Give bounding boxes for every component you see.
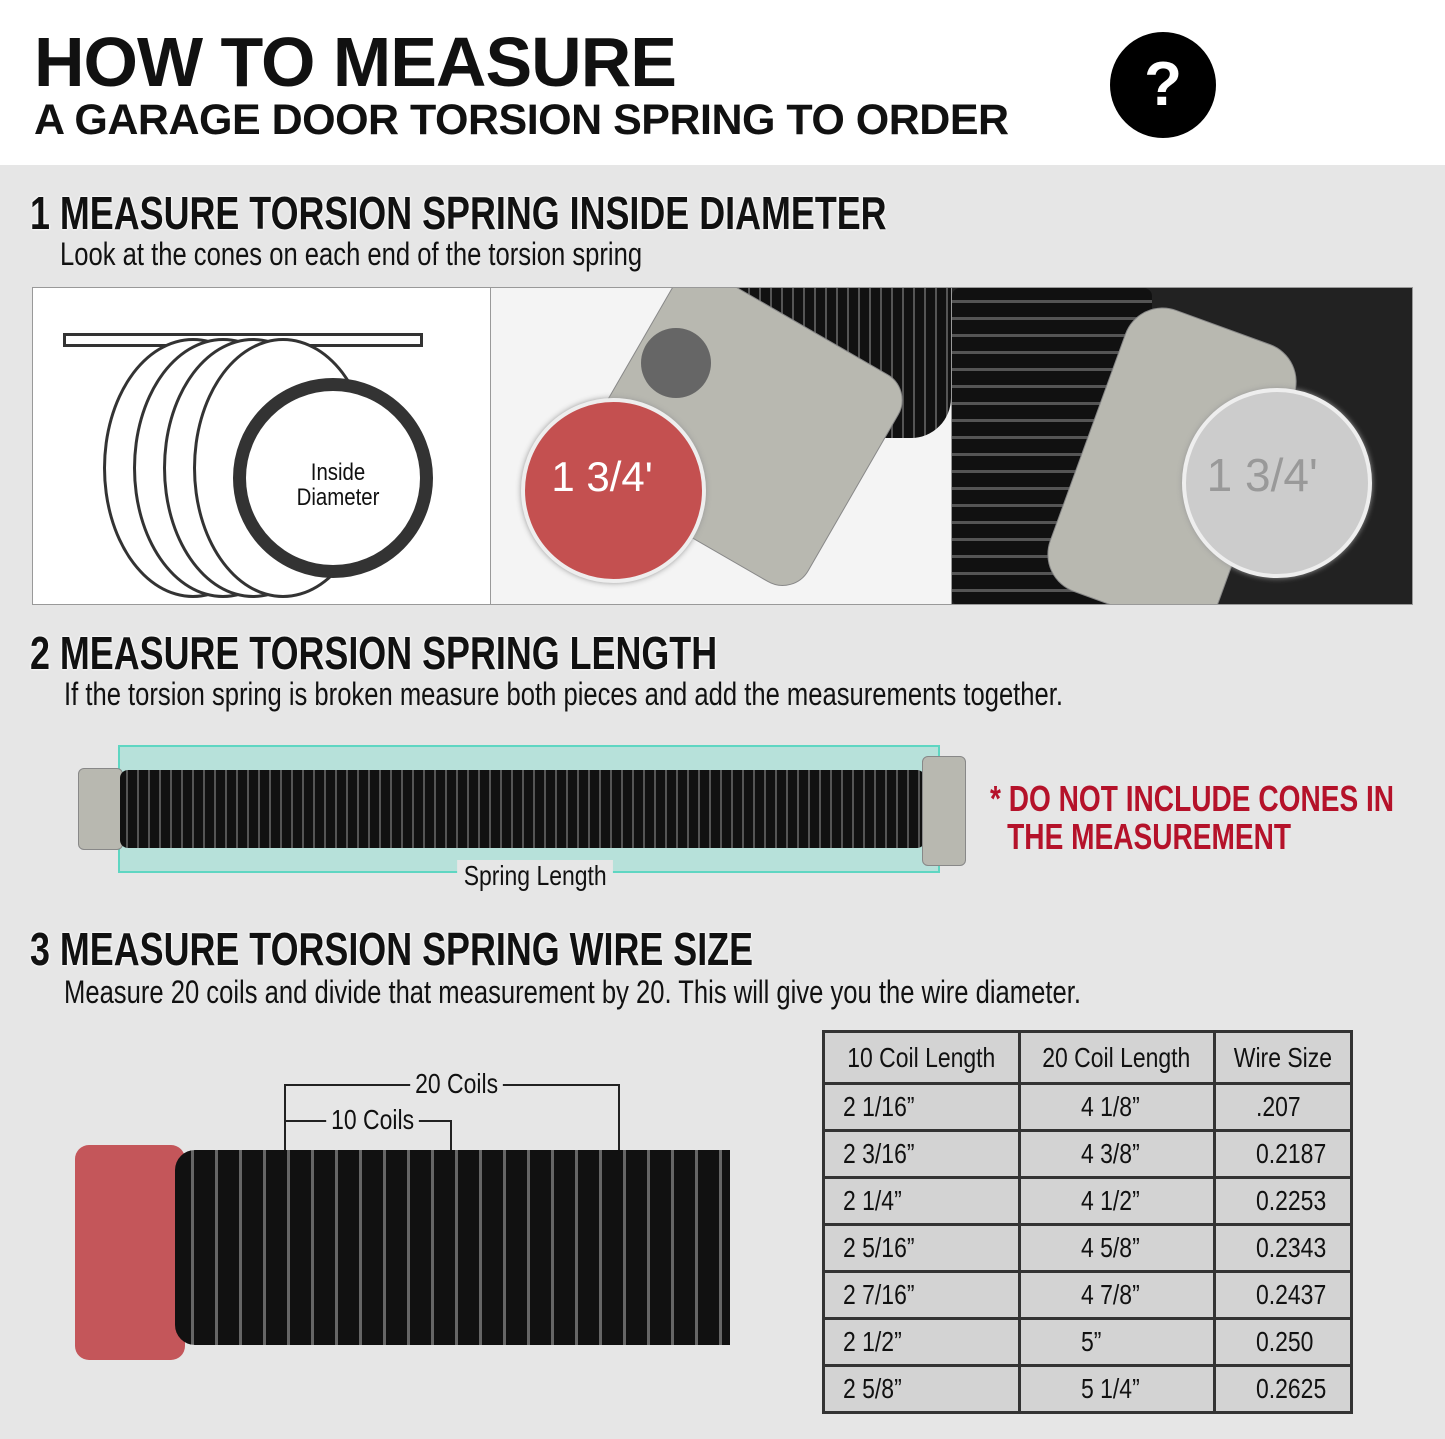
spring-photo <box>120 770 925 848</box>
table-row <box>824 1272 1352 1319</box>
inside-diameter-images <box>32 287 1413 605</box>
table-cell: 0.2437 <box>1215 1272 1352 1319</box>
label-20-coils: 20 Coils <box>410 1068 503 1100</box>
table-row <box>824 1084 1352 1131</box>
table-cell: 4 1/8” <box>1019 1084 1215 1131</box>
wire-size-table <box>822 1030 1353 1414</box>
header-10-coil: 10 Coil Length <box>824 1032 1020 1084</box>
table-cell: 2 7/16” <box>824 1272 1020 1319</box>
step3-text: Measure 20 coils and divide that measurement by 20. This will give you the wire diameter. <box>64 974 1081 1010</box>
step2-heading: 2 MEASURE TORSION SPRING LENGTH <box>30 627 718 679</box>
table-cell: 0.2625 <box>1215 1366 1352 1413</box>
table-cell: 2 1/16” <box>824 1084 1020 1131</box>
table-cell: 2 5/8” <box>824 1366 1020 1413</box>
cone-marking-1: 1 3/4' <box>551 453 653 500</box>
table-cell: 0.250 <box>1215 1319 1352 1366</box>
table-row <box>824 1319 1352 1366</box>
step1-heading: 1 MEASURE TORSION SPRING INSIDE DIAMETER <box>30 187 887 239</box>
page-title: HOW TO MEASURE <box>34 23 676 101</box>
cone-photo-1 <box>491 288 951 604</box>
table-header-row <box>824 1032 1352 1084</box>
inside-label-2: Diameter <box>296 484 380 511</box>
spring-length-label: Spring Length <box>457 860 613 892</box>
cone-photo-2 <box>952 288 1412 604</box>
step3-heading: 3 MEASURE TORSION SPRING WIRE SIZE <box>30 923 754 975</box>
table-cell: 0.2343 <box>1215 1225 1352 1272</box>
table-cell: .207 <box>1215 1084 1352 1131</box>
table-cell: 4 7/8” <box>1019 1272 1215 1319</box>
table-cell: 2 1/4” <box>824 1178 1020 1225</box>
step2-text: If the torsion spring is broken measure both pieces and add the measurements together. <box>64 676 1063 712</box>
table-cell: 2 1/2” <box>824 1319 1020 1366</box>
header-wire-size: Wire Size <box>1215 1032 1352 1084</box>
table-cell: 0.2253 <box>1215 1178 1352 1225</box>
step1-text: Look at the cones on each end of the torsion spring <box>60 236 643 272</box>
table-row <box>824 1178 1352 1225</box>
table-cell: 2 3/16” <box>824 1131 1020 1178</box>
table-cell: 5 1/4” <box>1019 1366 1215 1413</box>
table-cell: 4 3/8” <box>1019 1131 1215 1178</box>
table-cell: 5” <box>1019 1319 1215 1366</box>
table-cell: 4 1/2” <box>1019 1178 1215 1225</box>
coil-diagram <box>33 288 491 604</box>
cones-note <box>990 780 1394 856</box>
table-row <box>824 1131 1352 1178</box>
left-cone <box>78 768 123 850</box>
coil-spring-photo <box>175 1150 730 1345</box>
note-line-1: * DO NOT INCLUDE CONES IN <box>990 778 1395 819</box>
table-cell: 4 5/8” <box>1019 1225 1215 1272</box>
page-subtitle: A GARAGE DOOR TORSION SPRING TO ORDER <box>34 96 1009 144</box>
table-cell: 2 5/16” <box>824 1225 1020 1272</box>
note-line-2: THE MEASUREMENT <box>1007 816 1292 857</box>
label-10-coils: 10 Coils <box>326 1104 419 1136</box>
right-cone <box>922 756 966 866</box>
cone-marking-2: 1 3/4' <box>1206 449 1318 501</box>
header-20-coil: 20 Coil Length <box>1019 1032 1215 1084</box>
inside-label-1: Inside <box>310 459 366 486</box>
question-mark-icon: ? <box>1110 32 1216 138</box>
table-cell: 0.2187 <box>1215 1131 1352 1178</box>
table-row <box>824 1225 1352 1272</box>
coil-cone <box>75 1145 185 1360</box>
table-row <box>824 1366 1352 1413</box>
